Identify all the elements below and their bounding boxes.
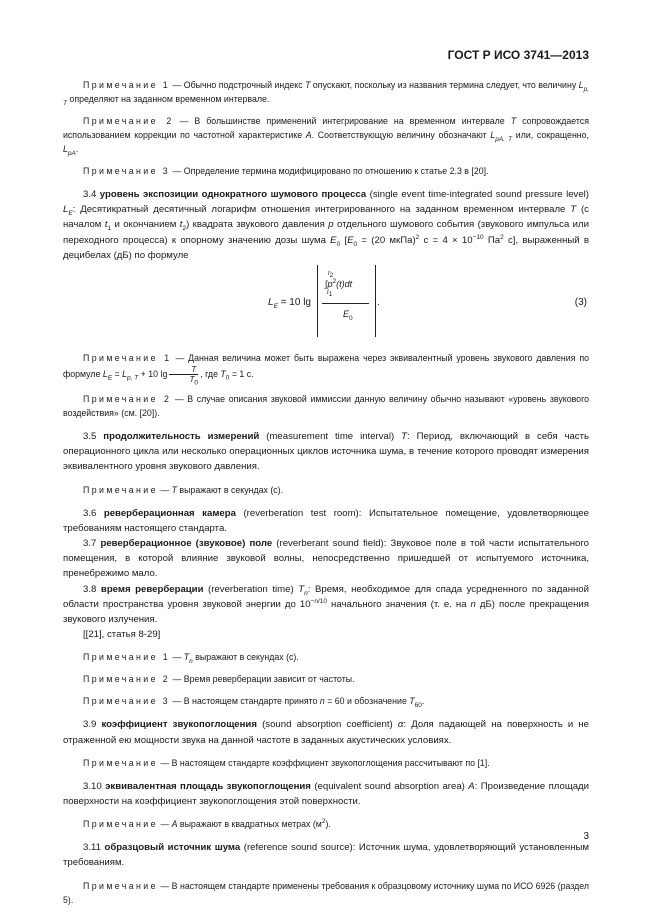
note-1-term-3-8: Примечание 1 — $T_n$ выражают в секундах (с). xyxy=(83,652,299,666)
page-number: 3 xyxy=(583,831,589,842)
note-2-term-3-4: Примечание 2 — В случае описания звуковой иммиссии данную величину обычно называют «уровень звукового воздействия» (см. [20]). xyxy=(63,394,589,419)
note-3-term-3-8: Примечание 3 — В настоящем стандарте принято n = 60 и обозначение $T_{60}$. xyxy=(83,696,425,710)
document-body xyxy=(63,78,589,907)
term-3-7: 3.7 реверберационное (звуковое) поле (reverberant sound field): Звуковое поле в той части испытательного помещения, в которой влияние звуковой волны, непосредственно пришедшей от испытуемого источника, пренебрежимо мало. xyxy=(63,538,589,580)
formula-fraction-line xyxy=(322,303,369,304)
document-code-header: ГОСТ Р ИСО 3741—2013 xyxy=(447,48,589,62)
note-1-term-3-3: Примечание 1 — Обычно подстрочный индекс T опускают, поскольку из названия термина следует, что величину $L_{p, T}$ определяют на заданном временном интервале. xyxy=(63,80,589,107)
note-term-3-9: Примечание — В настоящем стандарте коэффициент звукопоглощения рассчитывают по [1]. xyxy=(83,757,490,768)
formula-period: . xyxy=(377,297,380,309)
formula-numerator: $t_2$ $\int p^2(t)dt$ $t_1$ xyxy=(325,271,353,299)
note-2-term-3-8: Примечание 2 — Время реверберации зависит от частоты. xyxy=(83,674,355,685)
formula-3 xyxy=(63,265,589,351)
note-term-3-5: Примечание — T выражают в секундах (с). xyxy=(83,484,284,495)
term-3-4: 3.4 уровень экспозиции однократного шумового процесса (single event time-integrated sound pressure level) $L_E$: Десятикратный десятичный логарифм отношения интегрированного на заданном временном интервале T (с началом $t_1$ и окончанием $t_2$) квадрата звукового давления p отдельного шумового события (звукового импульса или переходного процесса) к опорному значению дозы шума $E_0$ [$E_0 = (20$ мкПа)$^2$ $с = 4 \times 10^{-10}$ $Па^2$ с], выраженный в децибелах (дБ) по формуле xyxy=(63,189,590,261)
formula-denominator: $E_0$ xyxy=(343,309,353,322)
term-3-8-reference: [[21], статья 8-29] xyxy=(83,629,161,641)
note-2-term-3-3: Примечание 2 — В большинстве применений интегрирование на временном интервале T сопровождается использованием коррекции по частотной характеристике A. Соответствующую величину обозначают $L_{pA, T}$ или, сокращенно, $L_{pA}$. xyxy=(63,116,589,157)
term-3-11: 3.11 образцовый источник шума (reference sound source): Источник шума, удовлетворяющий установленным требованиям. xyxy=(63,842,589,869)
term-3-5: 3.5 продолжительность измерений (measurement time interval) T: Период, включающий в себя часть операционного цикла или несколько операционных циклов источника шума, в течение которого проводят измерения эквивалентного уровня звукового давления. xyxy=(63,431,590,473)
note-3-term-3-3: Примечание 3 — Определение термина модифицировано по отношению к статье 2.3 в [20]. xyxy=(83,166,489,176)
formula-number: (3) xyxy=(574,297,587,309)
note-term-3-11: Примечание — В настоящем стандарте применены требования к образцовому источнику шума по ИСО 6926 (раздел 5). xyxy=(63,880,589,905)
note-1-term-3-4: Примечание 1 — Данная величина может быть выражена через эквивалентный уровень звукового давления по формуле $L_E = L_{p, T} + 10$ lg $\frac{T}{T_0}$ , где $T_0 = 1$ с. xyxy=(63,353,589,387)
inline-fraction: $\frac{T}{T_0}$ xyxy=(169,365,198,384)
term-3-10: 3.10 эквивалентная площадь звукопоглощения (equivalent sound absorption area) A: Произведение площади поверхности на коэффициент звукопоглощения этой поверхности. xyxy=(63,780,589,808)
term-3-9: 3.9 коэффициент звукопоглощения (sound absorption coefficient) α: Доля падающей на поверхность и не отраженной ею мощности звука на данной частоте в заданных акустических условиях. xyxy=(63,719,589,746)
note-term-3-10: Примечание — A выражают в квадратных метрах $(м^2)$. xyxy=(83,818,331,830)
term-3-8: 3.8 время реверберации (reverberation time) $T_n$: Время, необходимое для спада усредненного по заданной области пространства уровня звуковой энергии до $10^{-n/10}$ начального значения (т. е. на n дБ) после прекращения звукового излучения. xyxy=(63,583,589,626)
formula-lhs: $L_E = 10$ lg xyxy=(268,297,311,311)
term-3-6: 3.6 реверберационная камера (reverberation test room): Испытательное помещение, удовлетворяющее требованиям настоящего стандарта. xyxy=(63,507,589,534)
